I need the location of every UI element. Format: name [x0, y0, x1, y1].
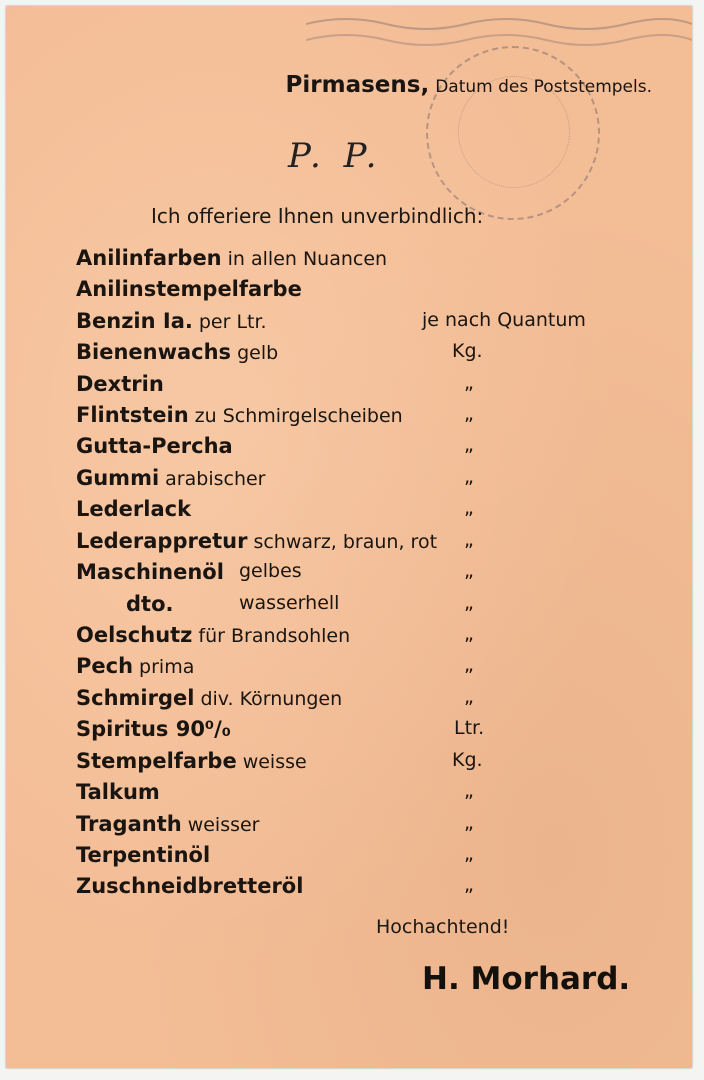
item-name: Flintstein zu Schmirgelscheiben	[76, 403, 403, 427]
item-name: Pech prima	[76, 654, 195, 678]
item-name: Bienenwachs gelb	[76, 340, 279, 364]
item-name: Zuschneidbretteröl	[76, 874, 304, 898]
item-unit: „	[464, 372, 474, 394]
item-name: Anilinstempelfarbe	[76, 277, 302, 301]
list-item	[6, 654, 692, 685]
item-desc: weisser	[187, 814, 260, 836]
item-desc: schwarz, braun, rot	[253, 531, 438, 553]
postcard	[6, 6, 692, 1068]
item-unit: „	[464, 434, 474, 456]
item-desc: wasserhell	[239, 592, 340, 614]
item-unit: „	[464, 654, 474, 676]
signature: H. Morhard.	[422, 961, 631, 997]
closing-greeting: Hochachtend!	[376, 916, 510, 938]
item-unit: „	[464, 560, 474, 582]
item-desc: zu Schmirgelscheiben	[194, 405, 403, 427]
item-unit: „	[464, 623, 474, 645]
item-name: Maschinenöl	[76, 560, 224, 584]
item-unit: je nach Quantum	[422, 309, 586, 331]
list-item	[6, 623, 692, 654]
item-unit: „	[464, 843, 474, 865]
salutation: P. P.	[288, 136, 383, 176]
item-unit: „	[464, 874, 474, 896]
item-desc: gelbes	[239, 560, 302, 582]
item-unit: „	[464, 812, 474, 834]
list-item	[6, 277, 692, 308]
city-name: Pirmasens,	[285, 72, 430, 98]
list-item	[6, 592, 692, 623]
item-desc: gelb	[237, 342, 279, 364]
list-item	[6, 340, 692, 371]
item-name: Stempelfarbe weisse	[76, 749, 307, 773]
list-item	[6, 529, 692, 560]
list-item	[6, 686, 692, 717]
list-item	[6, 843, 692, 874]
item-unit: „	[464, 466, 474, 488]
item-desc: in allen Nuancen	[227, 248, 388, 270]
item-desc: weisse	[242, 751, 307, 773]
item-name: Talkum	[76, 780, 160, 804]
list-item	[6, 780, 692, 811]
item-name: Gummi arabischer	[76, 466, 266, 490]
item-unit: Kg.	[452, 749, 483, 771]
item-name: Anilinfarben in allen Nuancen	[76, 246, 388, 270]
item-name: Traganth weisser	[76, 812, 260, 836]
list-item	[6, 812, 692, 843]
item-desc: div. Körnungen	[200, 688, 343, 710]
item-unit: „	[464, 529, 474, 551]
item-unit: Kg.	[452, 340, 483, 362]
intro-line: Ich offeriere Ihnen unverbindlich:	[151, 204, 484, 228]
list-item	[6, 403, 692, 434]
item-name: Dextrin	[76, 372, 164, 396]
item-unit: „	[464, 497, 474, 519]
item-unit: „	[464, 403, 474, 425]
item-desc: für Brandsohlen	[198, 625, 351, 647]
list-item	[6, 874, 692, 905]
list-item	[6, 309, 692, 340]
list-item	[6, 560, 692, 591]
item-desc: per Ltr.	[198, 311, 267, 333]
item-name: Terpentinöl	[76, 843, 211, 867]
list-item	[6, 749, 692, 780]
item-name: dto.	[126, 592, 174, 616]
item-name: Lederappretur schwarz, braun, rot	[76, 529, 438, 553]
item-unit: „	[464, 780, 474, 802]
letter-header	[286, 72, 652, 98]
date-note: Datum des Poststempels.	[435, 77, 652, 97]
item-name: Lederlack	[76, 497, 192, 521]
list-item	[6, 434, 692, 465]
item-name: Schmirgel div. Körnungen	[76, 686, 343, 710]
item-unit: „	[464, 592, 474, 614]
item-name: Benzin Ia. per Ltr.	[76, 309, 267, 333]
item-name: Gutta-Percha	[76, 434, 233, 458]
item-unit: Ltr.	[454, 717, 485, 739]
list-item	[6, 246, 692, 277]
item-desc: prima	[139, 656, 195, 678]
item-name: Spiritus 90⁰/₀	[76, 717, 231, 741]
list-item	[6, 497, 692, 528]
list-item	[6, 717, 692, 748]
item-name: Oelschutz für Brandsohlen	[76, 623, 351, 647]
list-item	[6, 466, 692, 497]
item-unit: „	[464, 686, 474, 708]
item-desc: arabischer	[165, 468, 266, 490]
list-item	[6, 372, 692, 403]
